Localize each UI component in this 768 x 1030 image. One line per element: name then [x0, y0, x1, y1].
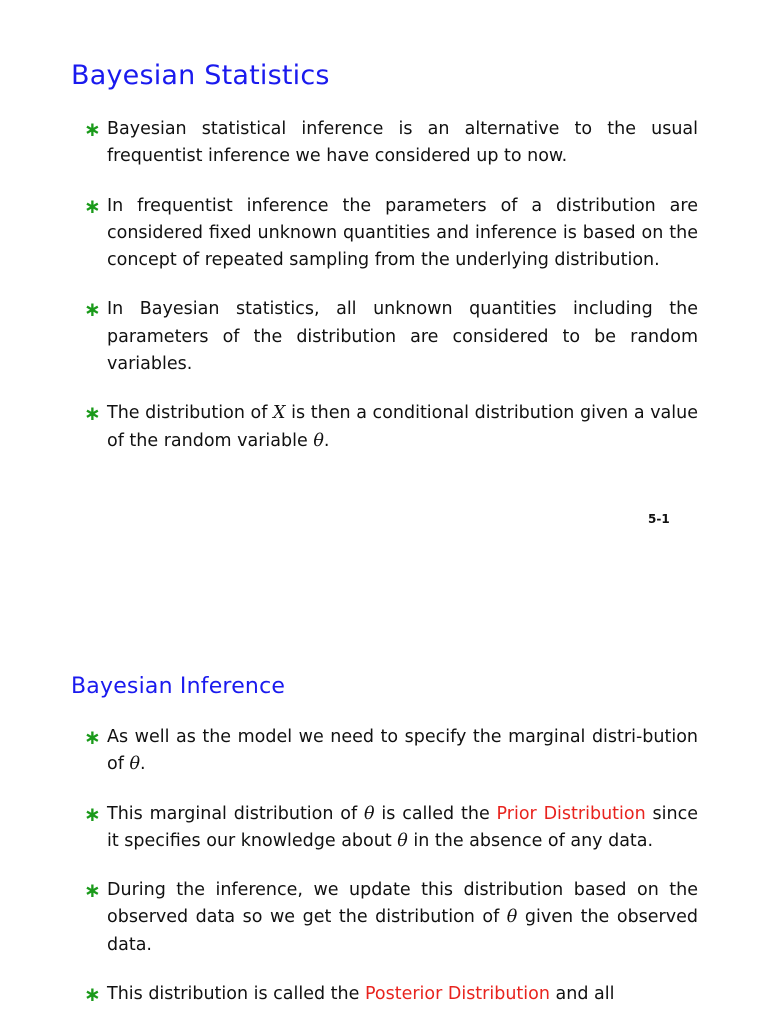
bullet-text	[107, 801, 698, 856]
bullet-list	[84, 116, 698, 477]
math-variable: θ	[364, 803, 375, 824]
text-run: since it specifies our knowledge about	[107, 803, 698, 851]
text-run: In frequentist inference the parameters of a distribution are considered fixed unknown quantities and inference is based on the concept of repeated sampling from the underlying distribution.	[107, 195, 698, 271]
bullet-item	[84, 400, 698, 455]
text-run: and all	[549, 984, 615, 1005]
slide-title: Bayesian Inference	[71, 674, 286, 699]
bullet-text	[107, 193, 698, 275]
bullet-text	[107, 400, 698, 455]
text-run: in the absence of any data.	[407, 830, 654, 851]
text-run: Bayesian statistical inference is an alternative to the usual frequentist inference we have considered up to now.	[107, 119, 698, 167]
math-variable: θ	[397, 830, 408, 851]
text-run: is then a conditional distribution given a value of the random variable	[107, 403, 699, 451]
math-variable: θ	[506, 907, 518, 928]
bullet-item	[84, 193, 698, 275]
bullet-item	[84, 116, 698, 171]
asterisk-bullet-icon: ∗	[84, 193, 101, 218]
page-number: 5-1	[648, 512, 670, 526]
text-run: The distribution of	[107, 403, 274, 424]
text-run: given the observed data.	[107, 907, 698, 955]
text-run: This distribution is called the	[107, 984, 365, 1005]
text-run: is called the	[374, 803, 497, 824]
math-variable: X	[273, 403, 286, 424]
bullet-text	[107, 877, 698, 959]
bullet-item	[84, 801, 698, 856]
text-run: .	[139, 754, 146, 775]
text-run: In Bayesian statistics, all unknown quantities including the parameters of the distribution are considered to be random variables.	[107, 299, 698, 375]
text-run: .	[323, 430, 330, 451]
math-variable: θ	[129, 754, 140, 775]
math-variable: θ	[313, 430, 324, 451]
bullet-item	[84, 877, 698, 959]
slide-title: Bayesian Statistics	[71, 60, 330, 91]
asterisk-bullet-icon: ∗	[84, 878, 101, 903]
text-run: This marginal distribution of	[107, 803, 365, 824]
text-run: During the inference, we update this distribution based on the observed data so we get the distribution of	[107, 880, 698, 928]
bullet-text	[107, 724, 698, 779]
asterisk-bullet-icon: ∗	[84, 982, 101, 1007]
highlighted-term: Posterior Distribution	[364, 984, 550, 1005]
asterisk-bullet-icon: ∗	[84, 401, 101, 426]
text-run: As well as the model we need to specify the marginal distri-bution of	[107, 727, 698, 775]
bullet-item	[84, 981, 698, 1008]
highlighted-term: Prior Distribution	[496, 803, 646, 824]
asterisk-bullet-icon: ∗	[84, 117, 101, 141]
asterisk-bullet-icon: ∗	[84, 801, 101, 826]
bullet-list	[84, 724, 698, 1030]
asterisk-bullet-icon: ∗	[84, 297, 101, 322]
bullet-text	[107, 116, 698, 171]
bullet-text	[107, 296, 698, 378]
bullet-text	[107, 981, 698, 1008]
asterisk-bullet-icon: ∗	[84, 725, 101, 749]
bullet-item	[84, 296, 698, 378]
bullet-item	[84, 724, 698, 779]
